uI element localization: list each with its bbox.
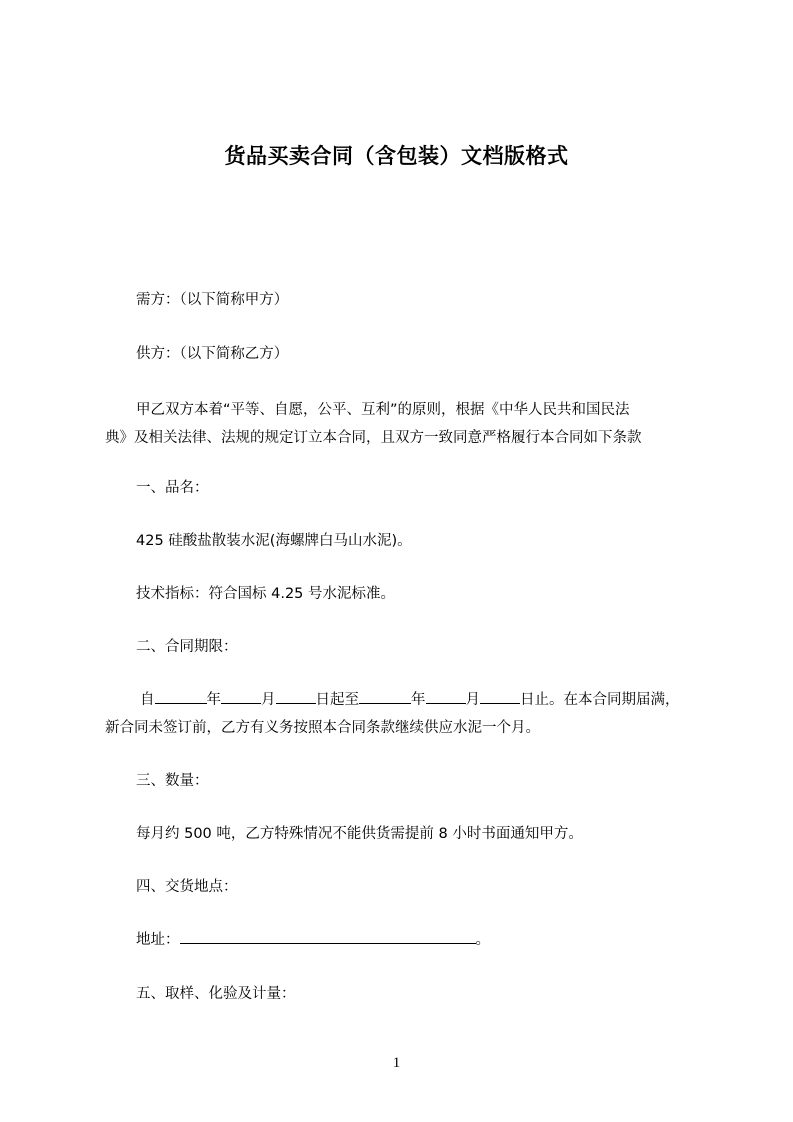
term-end-label: 日止。在本合同期届满， (520, 692, 680, 708)
term-month2-label: 月 (465, 692, 480, 708)
section2-heading: 二、合同期限： (136, 639, 238, 655)
term-month-label: 月 (261, 692, 276, 708)
start-year-blank (155, 689, 207, 704)
end-day-blank (480, 689, 520, 704)
page-number: 1 (392, 1055, 401, 1071)
term-line2: 新合同未签订前，乙方有义务按照本合同条款继续供应水泥一个月。 (105, 720, 540, 736)
term-from-label: 自 (140, 692, 155, 708)
address-end: 。 (475, 932, 490, 948)
section3-heading: 三、数量： (136, 773, 209, 789)
section1-heading: 一、品名： (136, 480, 209, 496)
document-title: 货品买卖合同（含包装）文档版格式 (224, 144, 569, 168)
technical-spec: 技术指标：符合国标 4.25 号水泥标准。 (136, 586, 396, 602)
term-year2-label: 年 (411, 692, 426, 708)
address-line (136, 926, 748, 954)
seller-line: 供方：（以下简称乙方） (136, 346, 289, 362)
address-label: 地址： (136, 932, 180, 948)
term-day-to-label: 日起至 (315, 692, 359, 708)
intro-paragraph-line1: 甲乙双方本着“平等、自愿，公平、互利”的原则，根据《中华人民共和国民法 (136, 402, 630, 418)
start-month-blank (221, 689, 261, 704)
end-month-blank (426, 689, 466, 704)
end-year-blank (359, 689, 411, 704)
intro-paragraph-line2: 典》及相关法律、法规的规定订立本合同，且双方一致同意严格履行本合同如下条款 (105, 430, 642, 446)
quantity-text: 每月约 500 吨，乙方特殊情况不能供货需提前 8 小时书面通知甲方。 (136, 826, 583, 842)
start-day-blank (276, 689, 316, 704)
buyer-line: 需方：（以下简称甲方） (136, 292, 289, 308)
section4-heading: 四、交货地点： (136, 879, 238, 895)
term-line1 (140, 686, 752, 714)
term-year-label: 年 (206, 692, 221, 708)
address-blank (180, 929, 476, 944)
product-name: 425 硅酸盐散装水泥(海螺牌白马山水泥)。 (136, 533, 412, 549)
section5-heading: 五、取样、化验及计量： (136, 986, 296, 1002)
